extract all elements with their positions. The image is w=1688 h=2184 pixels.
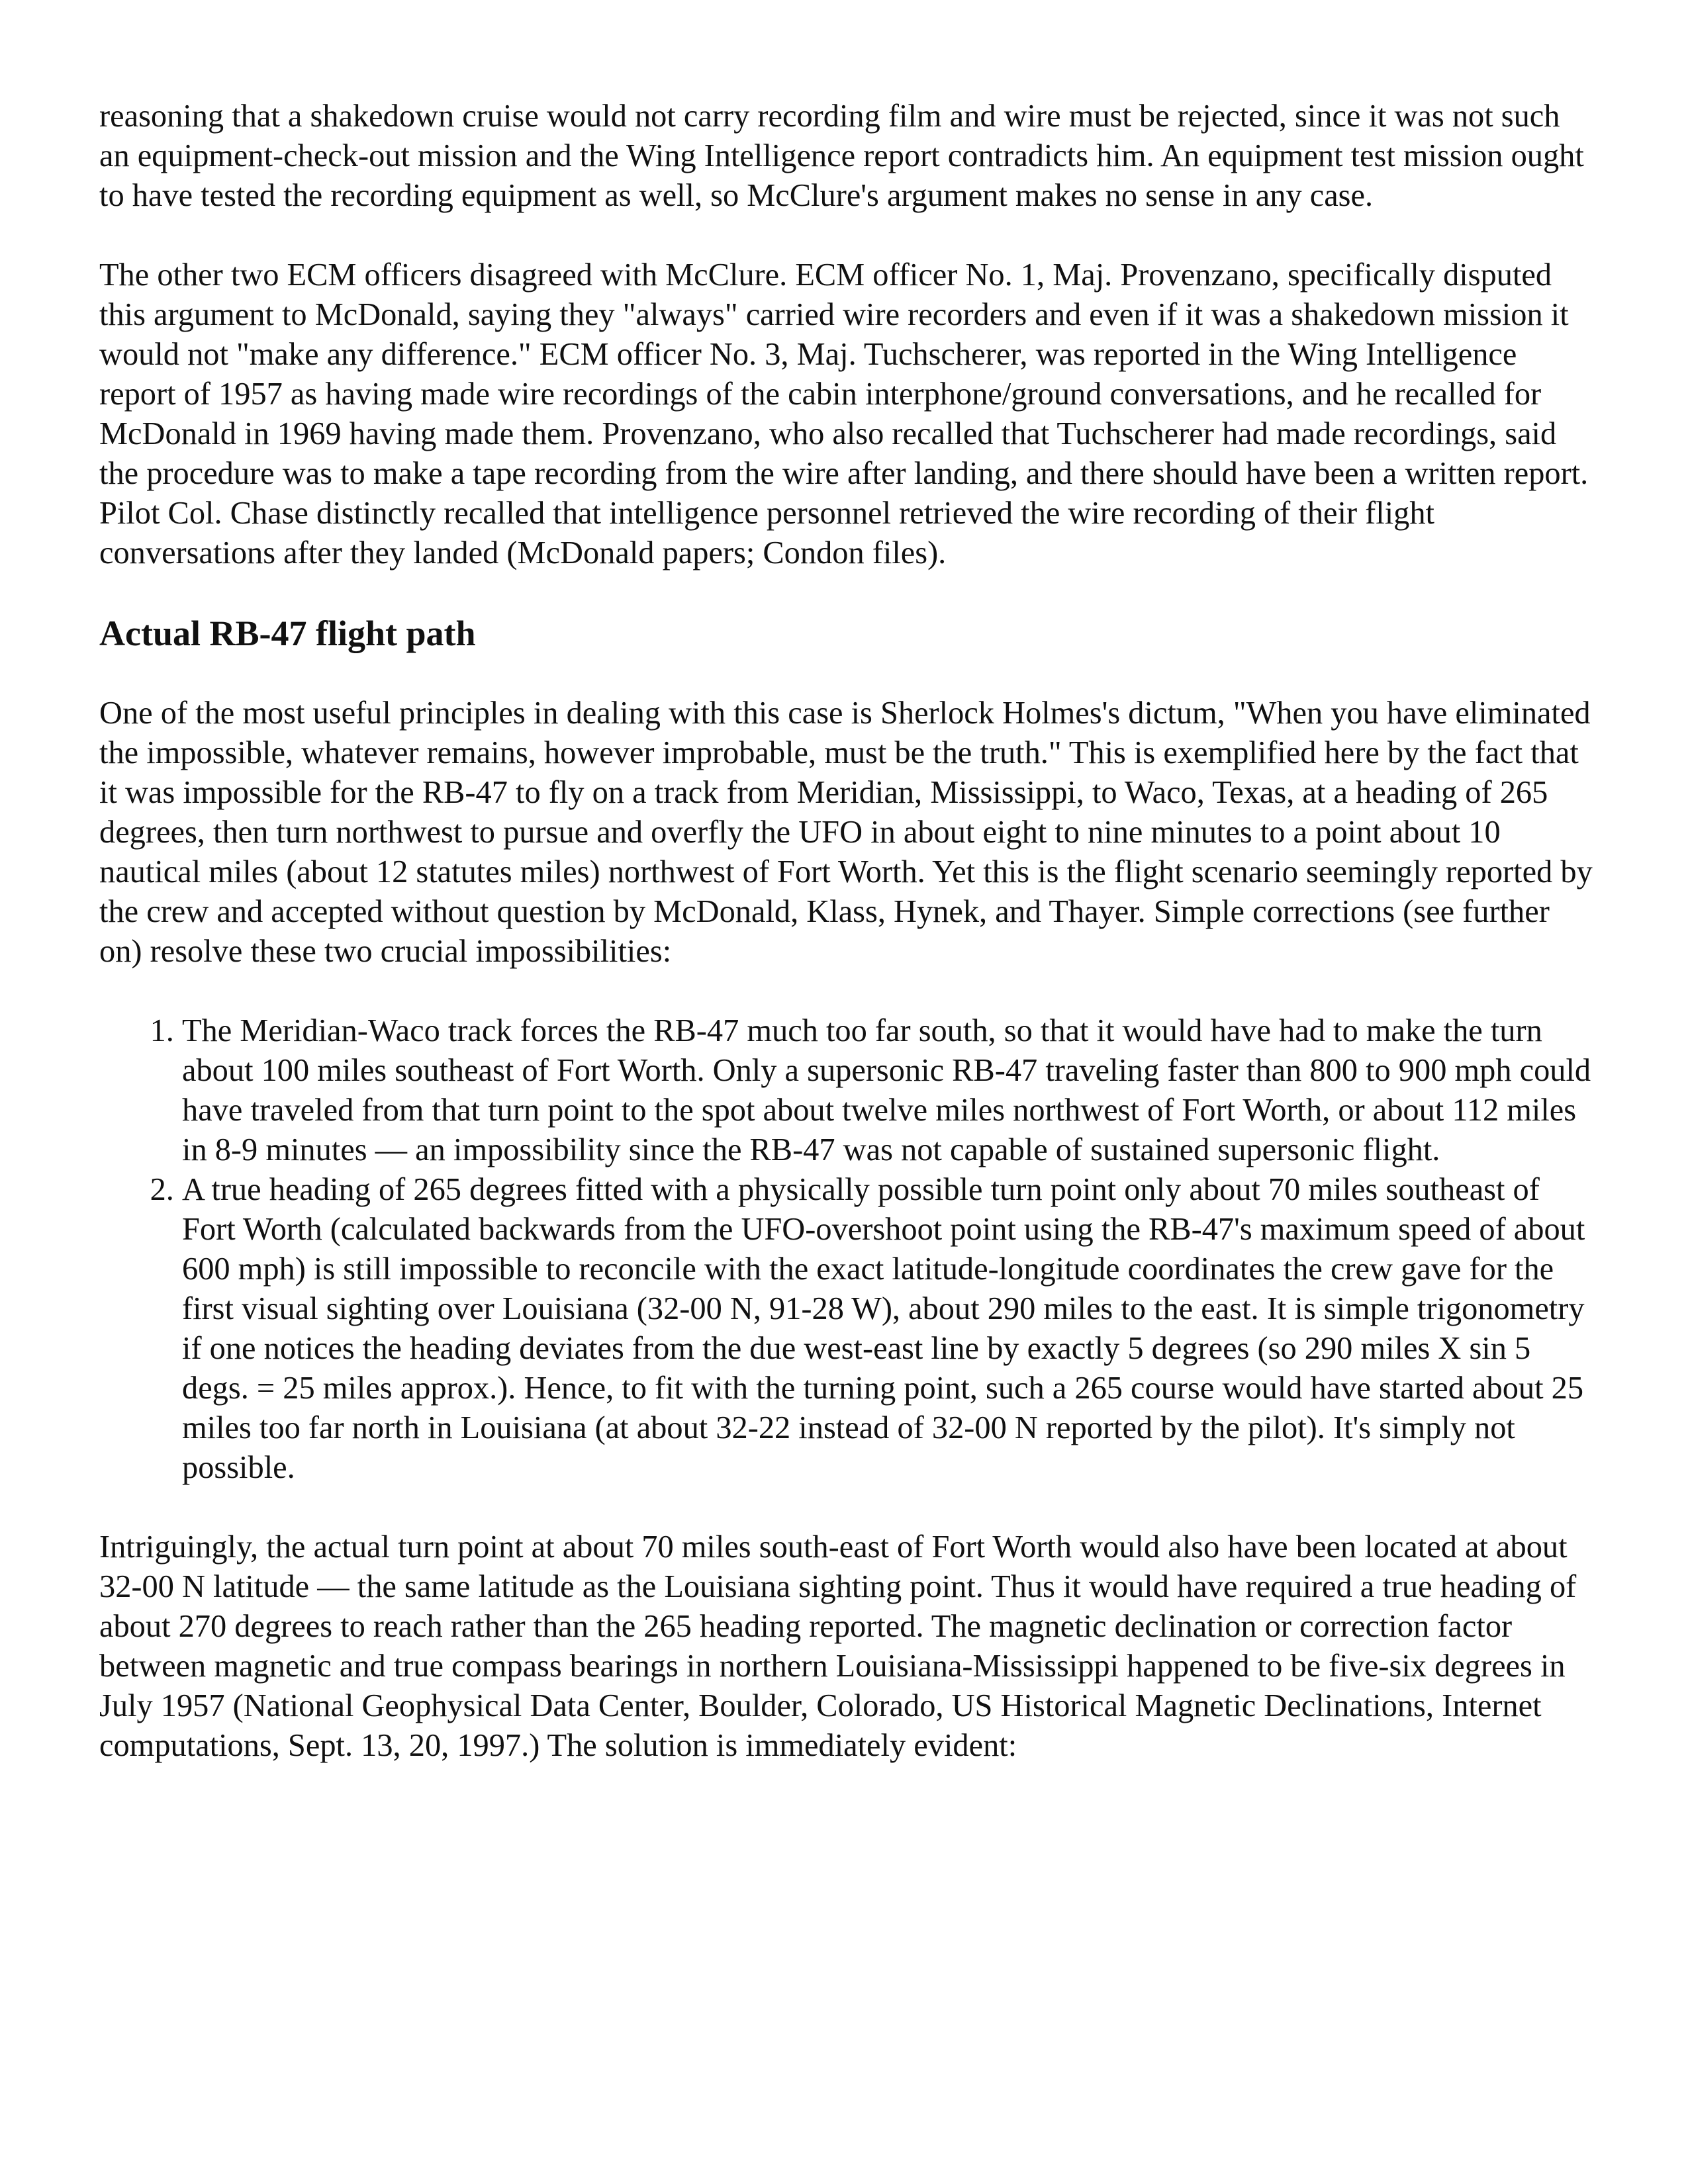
document-page <box>99 97 1595 1766</box>
paragraph-recording-argument: reasoning that a shakedown cruise would not carry recording film and wire must be rejected, since it was not such an equipment-check-out mission and the Wing Intelligence report contradicts him. An equipment test mission ought to have tested the recording equipment as well, so McClure's argument makes no sense in any case. <box>99 99 1584 213</box>
impossibilities-list <box>99 1011 1595 1488</box>
list-item: 1. The Meridian-Waco track forces the RB-47 much too far south, so that it would have had to make the turn about 100 miles southeast of Fort Worth. Only a supersonic RB-47 traveling faster than 800 to 900 mph could have traveled from that turn point to the spot about twelve miles northwest of Fort Worth, or about 112 miles in 8-9 minutes — an impossibility since the RB-47 was not capable of sustained supersonic flight. <box>182 1011 1595 1170</box>
paragraph-turn-point: Intriguingly, the actual turn point at about 70 miles south-east of Fort Worth would also have been located at about 32-00 N latitude — the same latitude as the Louisiana sighting point. Thus it would have required a true heading of about 270 degrees to reach rather than the 265 heading reported. The magnetic declination or correction factor between magnetic and true compass bearings in northern Louisiana-Mississippi happened to be five-six degrees in July 1957 (National Geophysical Data Center, Boulder, Colorado, US Historical Magnetic Declinations, Internet computations, Sept. 13, 20, 1997.) The solution is immediately evident: <box>99 1529 1577 1763</box>
list-item: 2. A true heading of 265 degrees fitted with a physically possible turn point only about 70 miles southeast of Fort Worth (calculated backwards from the UFO-overshoot point using the RB-47's maximum speed of about 600 mph) is still impossible to reconcile with the exact latitude-longitude coordinates the crew gave for the first visual sighting over Louisiana (32-00 N, 91-28 W), about 290 miles to the east. It is simple trigonometry if one notices the heading deviates from the due west-east line by exactly 5 degrees (so 290 miles X sin 5 degs. = 25 miles approx.). Hence, to fit with the turning point, such a 265 course would have started about 25 miles too far north in Louisiana (at about 32-22 instead of 32-00 N reported by the pilot). It's simply not possible. <box>182 1170 1595 1488</box>
paragraph-sherlock-holmes: One of the most useful principles in dealing with this case is Sherlock Holmes's dictum, "When you have eliminated the impossible, whatever remains, however improbable, must be the truth." This is exemplified here by the fact that it was impossible for the RB-47 to fly on a track from Meridian, Mississippi, to Waco, Texas, at a heading of 265 degrees, then turn northwest to pursue and overfly the UFO in about eight to nine minutes to a point about 10 nautical miles (about 12 statutes miles) northwest of Fort Worth. Yet this is the flight scenario seemingly reported by the crew and accepted without question by McDonald, Klass, Hynek, and Thayer. Simple corrections (see further on) resolve these two crucial impossibilities: <box>99 696 1593 969</box>
paragraph-ecm-officers: The other two ECM officers disagreed with McClure. ECM officer No. 1, Maj. Provenzano, specifically disputed this argument to McDonald, saying they "always" carried wire recorders and even if it was a shakedown mission it would not "make any difference." ECM officer No. 3, Maj. Tuchscherer, was reported in the Wing Intelligence report of 1957 as having made wire recordings of the cabin interphone/ground conversations, and he recalled for McDonald in 1969 having made them. Provenzano, who also recalled that Tuchscherer had made recordings, said the procedure was to make a tape recording from the wire after landing, and there should have been a written report. Pilot Col. Chase distinctly recalled that intelligence personnel retrieved the wire recording of their flight conversations after they landed (McDonald papers; Condon files). <box>99 257 1589 570</box>
section-heading-flight-path: Actual RB-47 flight path <box>99 614 476 653</box>
